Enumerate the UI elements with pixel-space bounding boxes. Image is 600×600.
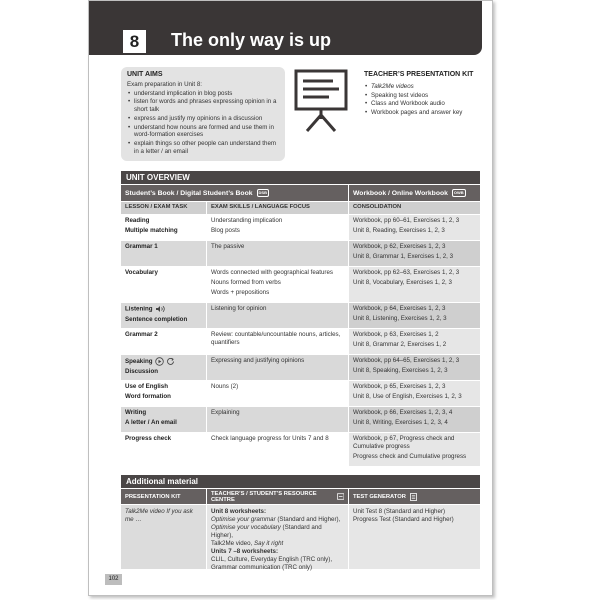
skills-cell bbox=[207, 241, 349, 266]
unit8-worksheets-heading: Unit 8 worksheets: bbox=[211, 508, 267, 515]
worksheet-name: Optimise your vocabulary bbox=[211, 524, 281, 532]
skills-cell bbox=[207, 433, 349, 466]
consolidation-cell bbox=[349, 355, 480, 380]
table-row bbox=[121, 241, 480, 267]
lesson-cell bbox=[121, 267, 207, 302]
worksheet-detail: CLIL, Culture, Everyday English (TRC only), bbox=[211, 556, 333, 564]
table-row bbox=[121, 303, 480, 329]
unit-aim-item: • understand how nouns are formed and use them in word-formation exercises bbox=[127, 124, 279, 140]
consolidation-text: Workbook, p 64, Exercises 1, 2, 3 bbox=[353, 305, 446, 312]
consolidation-text: Workbook, p 62, Exercises 1, 2, 3 bbox=[353, 243, 446, 250]
lesson-cell bbox=[121, 381, 207, 406]
table-row bbox=[121, 267, 480, 303]
worksheet-name: Say it right bbox=[254, 540, 284, 548]
presentation-kit-heading: TEACHER’S PRESENTATION KIT bbox=[364, 71, 474, 78]
consolidation-cell bbox=[349, 407, 480, 432]
table-row bbox=[121, 329, 480, 355]
units78-worksheets-heading: Units 7 –8 worksheets: bbox=[211, 548, 279, 556]
unit-aims-list bbox=[127, 90, 279, 156]
unit-header bbox=[89, 1, 482, 55]
consolidation-text: Workbook, p 63, Exercises 1, 2 bbox=[353, 331, 439, 338]
col-header-lesson: LESSON / EXAM TASK bbox=[121, 202, 207, 214]
refresh-icon bbox=[166, 357, 175, 366]
audio-speaker-icon bbox=[155, 305, 165, 313]
skill-text: Check language progress for Units 7 and 8 bbox=[211, 435, 329, 442]
test-generator-col-title: TEST GENERATOR bbox=[353, 493, 406, 500]
lesson-name: Grammar 1 bbox=[125, 243, 158, 250]
test-item: Progress Test (Standard and Higher) bbox=[353, 516, 454, 524]
unit-overview-bar bbox=[121, 171, 480, 184]
consolidation-text: Unit 8, Grammar 2, Exercises 1, 2 bbox=[353, 341, 447, 349]
consolidation-text: Workbook, p 66, Exercises 1, 2, 3, 4 bbox=[353, 409, 453, 416]
unit-aim-item: • understand implication in blog posts bbox=[127, 90, 279, 98]
resource-centre-col-title: TEACHER’S / STUDENT’S RESOURCE CENTRE bbox=[211, 490, 317, 503]
lesson-cell bbox=[121, 215, 207, 240]
consolidation-text: Unit 8, Listening, Exercises 1, 2, 3 bbox=[353, 315, 447, 323]
kit-item: • Speaking test videos bbox=[364, 92, 484, 100]
unit-title: The only way is up bbox=[171, 30, 332, 50]
consolidation-cell bbox=[349, 267, 480, 302]
col-header-skills: EXAM SKILLS / LANGUAGE FOCUS bbox=[207, 202, 349, 214]
additional-row bbox=[121, 505, 480, 572]
skills-cell bbox=[207, 407, 349, 432]
page bbox=[88, 0, 493, 596]
consolidation-cell bbox=[349, 329, 480, 354]
lesson-task: Discussion bbox=[125, 368, 159, 376]
presentation-kit-col-title: PRESENTATION KIT bbox=[125, 493, 181, 500]
video-play-icon bbox=[155, 357, 164, 366]
additional-subheader bbox=[121, 489, 480, 504]
worksheet-detail: Grammar communication (TRC only) bbox=[211, 564, 313, 572]
workbook-header bbox=[349, 185, 480, 201]
overview-column-headers bbox=[121, 202, 480, 214]
skill-text: Nouns (2) bbox=[211, 383, 239, 390]
consolidation-text: Workbook, pp 64–65, Exercises 1, 2, 3 bbox=[353, 357, 460, 364]
table-row bbox=[121, 215, 480, 241]
lesson-cell bbox=[121, 329, 207, 354]
consolidation-text: Progress check and Cumulative progress bbox=[353, 453, 467, 461]
test-item: Unit Test 8 (Standard and Higher) bbox=[353, 508, 446, 515]
unit-overview-title: UNIT OVERVIEW bbox=[126, 173, 190, 182]
consolidation-cell bbox=[349, 241, 480, 266]
lesson-name: Reading bbox=[125, 217, 150, 224]
consolidation-text: Unit 8, Use of English, Exercises 1, 2, 3 bbox=[353, 393, 462, 401]
skill-text: Understanding implication bbox=[211, 217, 283, 224]
skill-text: The passive bbox=[211, 243, 245, 250]
lesson-cell bbox=[121, 407, 207, 432]
consolidation-text: Workbook, pp 62–63, Exercises 1, 2, 3 bbox=[353, 269, 460, 276]
kit-item: • Workbook pages and answer key bbox=[364, 109, 484, 117]
worksheet-detail: (Standard and Higher), bbox=[275, 516, 341, 524]
skills-cell bbox=[207, 329, 349, 354]
additional-material-bar bbox=[121, 475, 480, 488]
presentation-kit-col-header bbox=[121, 489, 207, 504]
lesson-cell bbox=[121, 241, 207, 266]
skill-text: Blog posts bbox=[211, 227, 240, 235]
consolidation-cell bbox=[349, 433, 480, 466]
lesson-cell bbox=[121, 433, 207, 466]
overview-table bbox=[121, 215, 480, 467]
skill-text: Words connected with geographical features bbox=[211, 269, 333, 276]
lesson-name: Use of English bbox=[125, 383, 168, 390]
skill-text: Explaining bbox=[211, 409, 240, 416]
consolidation-text: Unit 8, Vocabulary, Exercises 1, 2, 3 bbox=[353, 279, 452, 287]
lesson-name: Listening bbox=[125, 305, 153, 313]
unit-aim-item: • explain things so other people can understand them in a letter / an email bbox=[127, 140, 279, 156]
table-row bbox=[121, 407, 480, 433]
kit-item: • Talk2Me videos bbox=[364, 83, 484, 91]
unit-aim-item: • listen for words and phrases expressing opinion in a short talk bbox=[127, 98, 279, 114]
presentation-kit-cell: Talk2Me video If you ask me … bbox=[121, 505, 207, 569]
lesson-name: Vocabulary bbox=[125, 269, 158, 276]
skill-text: Words + prepositions bbox=[211, 289, 270, 297]
kit-item: • Class and Workbook audio bbox=[364, 100, 484, 108]
lesson-name: Progress check bbox=[125, 435, 172, 442]
table-row bbox=[121, 433, 480, 467]
worksheet-detail: Talk2Me video, bbox=[211, 540, 254, 548]
worksheet-name: Optimise your grammar bbox=[211, 516, 276, 524]
consolidation-cell bbox=[349, 381, 480, 406]
unit-aim-item: • express and justify my opinions in a discussion bbox=[127, 115, 279, 123]
test-generator-icon bbox=[410, 493, 417, 501]
consolidation-text: Unit 8, Speaking, Exercises 1, 2, 3 bbox=[353, 367, 448, 375]
skill-text: Listening for opinion bbox=[211, 305, 267, 312]
consolidation-text: Unit 8, Grammar 1, Exercises 1, 2, 3 bbox=[353, 253, 454, 261]
additional-material-title: Additional material bbox=[126, 477, 199, 486]
unit-number: 8 bbox=[121, 28, 148, 55]
lesson-name: Grammar 2 bbox=[125, 331, 158, 338]
skill-text: Nouns formed from verbs bbox=[211, 279, 281, 287]
worksheet-detail: (Standard and Higher), bbox=[211, 524, 322, 540]
table-row bbox=[121, 355, 480, 381]
test-generator-col-header bbox=[349, 489, 480, 504]
resource-centre-col-header bbox=[207, 489, 349, 504]
consolidation-text: Workbook, pp 60–61, Exercises 1, 2, 3 bbox=[353, 217, 460, 224]
presentation-board-icon bbox=[293, 67, 349, 135]
lesson-task: Sentence completion bbox=[125, 315, 188, 323]
skills-cell bbox=[207, 267, 349, 302]
unit-aims-heading: UNIT AIMS bbox=[127, 71, 163, 78]
skills-cell bbox=[207, 381, 349, 406]
skills-cell bbox=[207, 215, 349, 240]
col-header-consolidation: CONSOLIDATION bbox=[349, 202, 480, 214]
lesson-cell bbox=[121, 303, 207, 328]
overview-subheader bbox=[121, 185, 480, 201]
skill-text: Expressing and justifying opinions bbox=[211, 357, 305, 364]
consolidation-cell bbox=[349, 303, 480, 328]
unit-aims-box bbox=[121, 67, 285, 161]
unit-aims-intro: Exam preparation in Unit 8: bbox=[127, 80, 202, 88]
consolidation-cell bbox=[349, 215, 480, 240]
students-book-title: Student’s Book / Digital Student’s Book bbox=[125, 189, 253, 197]
lesson-task: Multiple matching bbox=[125, 227, 178, 235]
consolidation-text: Workbook, p 65, Exercises 1, 2, 3 bbox=[353, 383, 446, 390]
dsb-badge: DSB bbox=[258, 190, 267, 195]
skill-text: Review: countable/uncountable nouns, articles, quantifiers bbox=[211, 331, 341, 347]
consolidation-text: Workbook, p 67, Progress check and Cumulative progress bbox=[353, 435, 455, 451]
table-row bbox=[121, 381, 480, 407]
resource-centre-icon bbox=[337, 493, 344, 500]
lesson-task: Word formation bbox=[125, 393, 171, 401]
consolidation-text: Unit 8, Writing, Exercises 1, 2, 3, 4 bbox=[353, 419, 448, 427]
consolidation-text: Unit 8, Reading, Exercises 1, 2, 3 bbox=[353, 227, 445, 235]
lesson-name: Writing bbox=[125, 409, 147, 416]
lesson-task: A letter / An email bbox=[125, 419, 177, 427]
resource-centre-cell bbox=[207, 505, 349, 572]
skills-cell bbox=[207, 355, 349, 380]
skills-cell bbox=[207, 303, 349, 328]
presentation-kit-list bbox=[364, 83, 484, 117]
page-number: 102 bbox=[105, 574, 122, 585]
workbook-title: Workbook / Online Workbook bbox=[353, 189, 448, 197]
lesson-cell bbox=[121, 355, 207, 380]
presentation-kit bbox=[364, 71, 484, 118]
students-book-header bbox=[121, 185, 349, 201]
owb-badge: OWB bbox=[453, 190, 464, 195]
test-generator-cell bbox=[349, 505, 480, 569]
lesson-name: Speaking bbox=[125, 358, 153, 366]
